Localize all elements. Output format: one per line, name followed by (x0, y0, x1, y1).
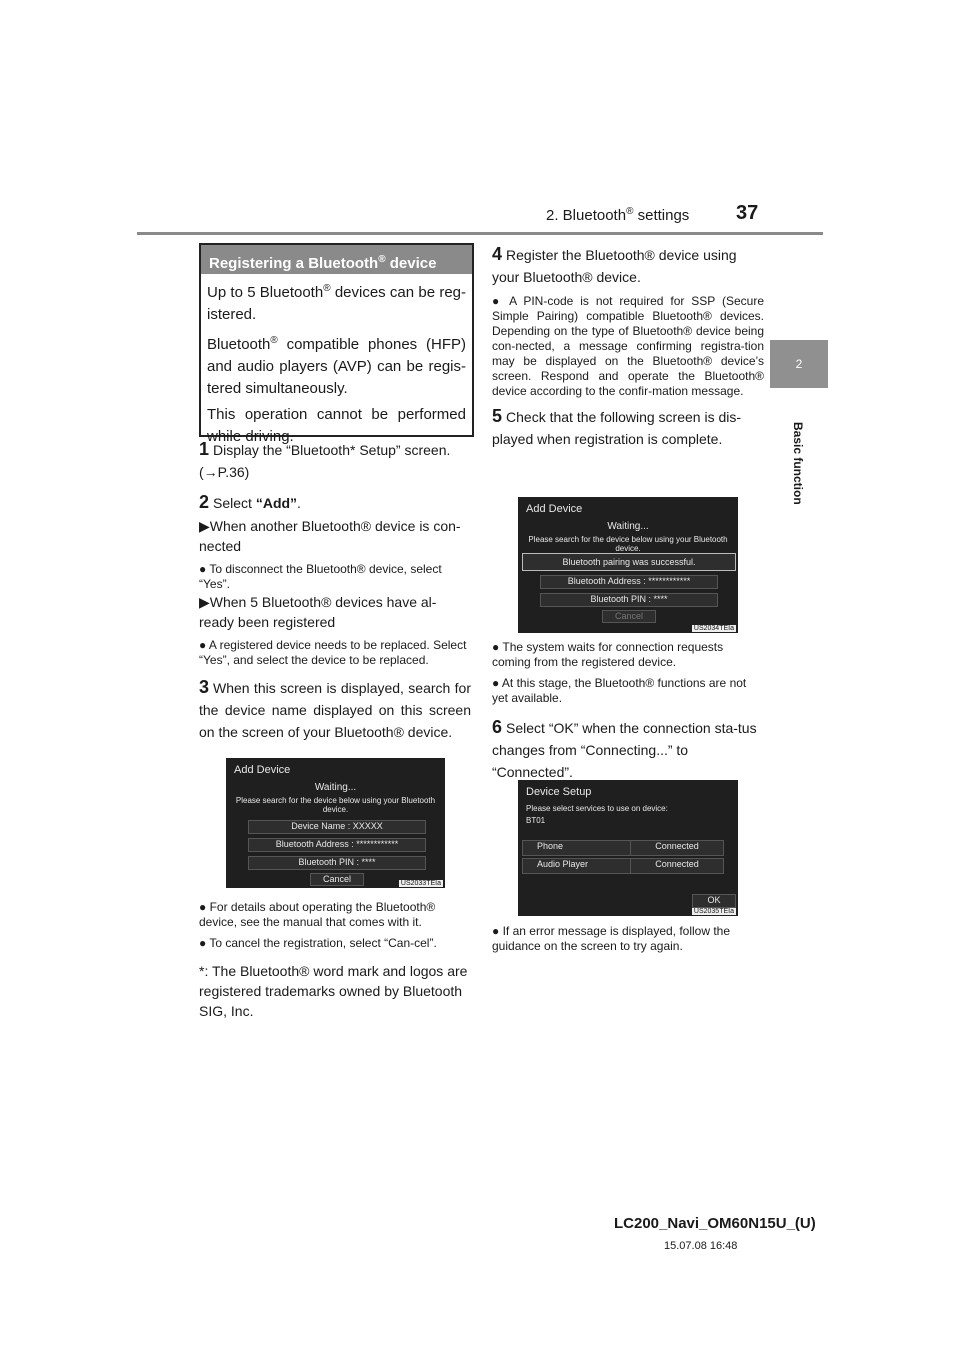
step-4: 4 Register the Bluetooth® device using your Bluetooth® device. (492, 244, 737, 285)
success-message: Bluetooth pairing was successful. (522, 553, 736, 571)
sub-heading-1: ▶When another Bluetooth® device is con-nected (199, 518, 461, 554)
waiting-text: Waiting... (314, 782, 357, 793)
bullet-waits: ● The system waits for connection requests coming from the registered device. (492, 640, 724, 669)
screen-title: Add Device (234, 764, 291, 776)
screenshot-add-device (226, 758, 445, 888)
header-rule (137, 232, 823, 235)
box-para-1: Up to 5 Bluetooth® devices can be reg-istered. (207, 283, 466, 323)
step-5: 5 Check that the following screen is dis-played when registration is complete. (492, 406, 742, 447)
figure-code: US2035TEIa (693, 908, 734, 915)
footer-model: LC200_Navi_OM60N15U_(U) (614, 1215, 816, 1232)
ok-button[interactable]: OK (692, 894, 736, 908)
service-phone[interactable]: Phone (522, 840, 642, 856)
pin-row: Bluetooth PIN : **** (540, 593, 718, 607)
audio-status: Connected (630, 858, 724, 874)
instruction-text: Please search for the device below using your Bluetooth device. (235, 796, 436, 814)
instruction-text: Please select services to use on device: (526, 804, 668, 813)
pin-row: Bluetooth PIN : **** (248, 856, 426, 870)
bullet-4: ● To cancel the registration, select “Can-cel”. (199, 936, 437, 950)
screenshot-pairing-success (518, 497, 738, 633)
service-audio[interactable]: Audio Player (522, 858, 642, 874)
screen-title: Device Setup (526, 786, 592, 798)
phone-status: Connected (630, 840, 724, 856)
footer-date: 15.07.08 16:48 (664, 1240, 738, 1252)
screen-title: Add Device (526, 503, 583, 515)
bullet-error: ● If an error message is displayed, follow the guidance on the screen to try again. (492, 924, 731, 953)
figure-code: US2034TEIa (693, 625, 734, 632)
trademark-note: *: The Bluetooth® word mark and logos are registered trademarks owned by Bluetooth SIG, Inc. (199, 963, 468, 1019)
section-title: 2. Bluetooth® settings (546, 206, 690, 224)
step-6: 6 Select “OK” when the connection sta-tus changes from “Connecting...” to “Connected”. (492, 717, 757, 780)
address-row: Bluetooth Address : ************ (248, 838, 426, 852)
chapter-tab: 2 (770, 340, 828, 388)
right-column-bottom (492, 924, 764, 954)
device-name-row: Device Name : XXXXX (248, 820, 426, 834)
figure-code: US2033TEIa (400, 880, 441, 887)
right-column (492, 243, 764, 450)
page-number: 37 (736, 202, 759, 224)
chapter-label: Basic function (791, 422, 805, 505)
sub-heading-2: ▶When 5 Bluetooth® devices have al-ready been registered (199, 594, 437, 630)
box-title: Registering a Bluetooth® device (201, 245, 472, 274)
step-2: 2 Select “Add”. (199, 492, 301, 512)
left-column-bottom (199, 900, 471, 1021)
device-name: BT01 (526, 816, 546, 825)
cancel-button[interactable]: Cancel (602, 610, 656, 623)
bullet-3: ● For details about operating the Bluetooth® device, see the manual that comes with it. (199, 900, 436, 929)
bullet-not-available: ● At this stage, the Bluetooth® functions are not yet available. (492, 676, 747, 705)
instruction-text: Please search for the device below using your Bluetooth device. (528, 535, 728, 553)
info-box (199, 243, 474, 445)
bullet-1: ● To disconnect the Bluetooth® device, select “Yes”. (199, 562, 442, 591)
bullet-2: ● A registered device needs to be replaced. Select “Yes”, and select the device to be replaced. (199, 638, 467, 667)
box-para-2: Bluetooth® compatible phones (HFP) and audio players (AVP) can be regis-tered simultaneously. (207, 335, 466, 397)
box-para-3: This operation cannot be performed while driving. (207, 406, 466, 445)
left-column (199, 438, 471, 743)
waiting-text: Waiting... (607, 521, 649, 532)
step-3: 3 When this screen is displayed, search for the device name displayed on this screen on the screen of your Bluetooth® device. (199, 677, 471, 740)
step-1: 1 Display the “Bluetooth* Setup” screen. (→P.36) (199, 439, 451, 480)
address-row: Bluetooth Address : ************ (540, 575, 718, 589)
bullet-ssp: ● A PIN-code is not required for SSP (Secure Simple Pairing) compatible Bluetooth® devices. Depending on the type of Bluetooth® device being con-nected, a message confirming registra-tion may be displayed on the Bluetooth® device’s screen. Respond and operate the Bluetooth® device according to the confir-mation message. (492, 294, 764, 398)
cancel-button[interactable]: Cancel (310, 873, 364, 886)
screenshot-device-setup (518, 780, 738, 916)
right-column-mid (492, 640, 764, 783)
